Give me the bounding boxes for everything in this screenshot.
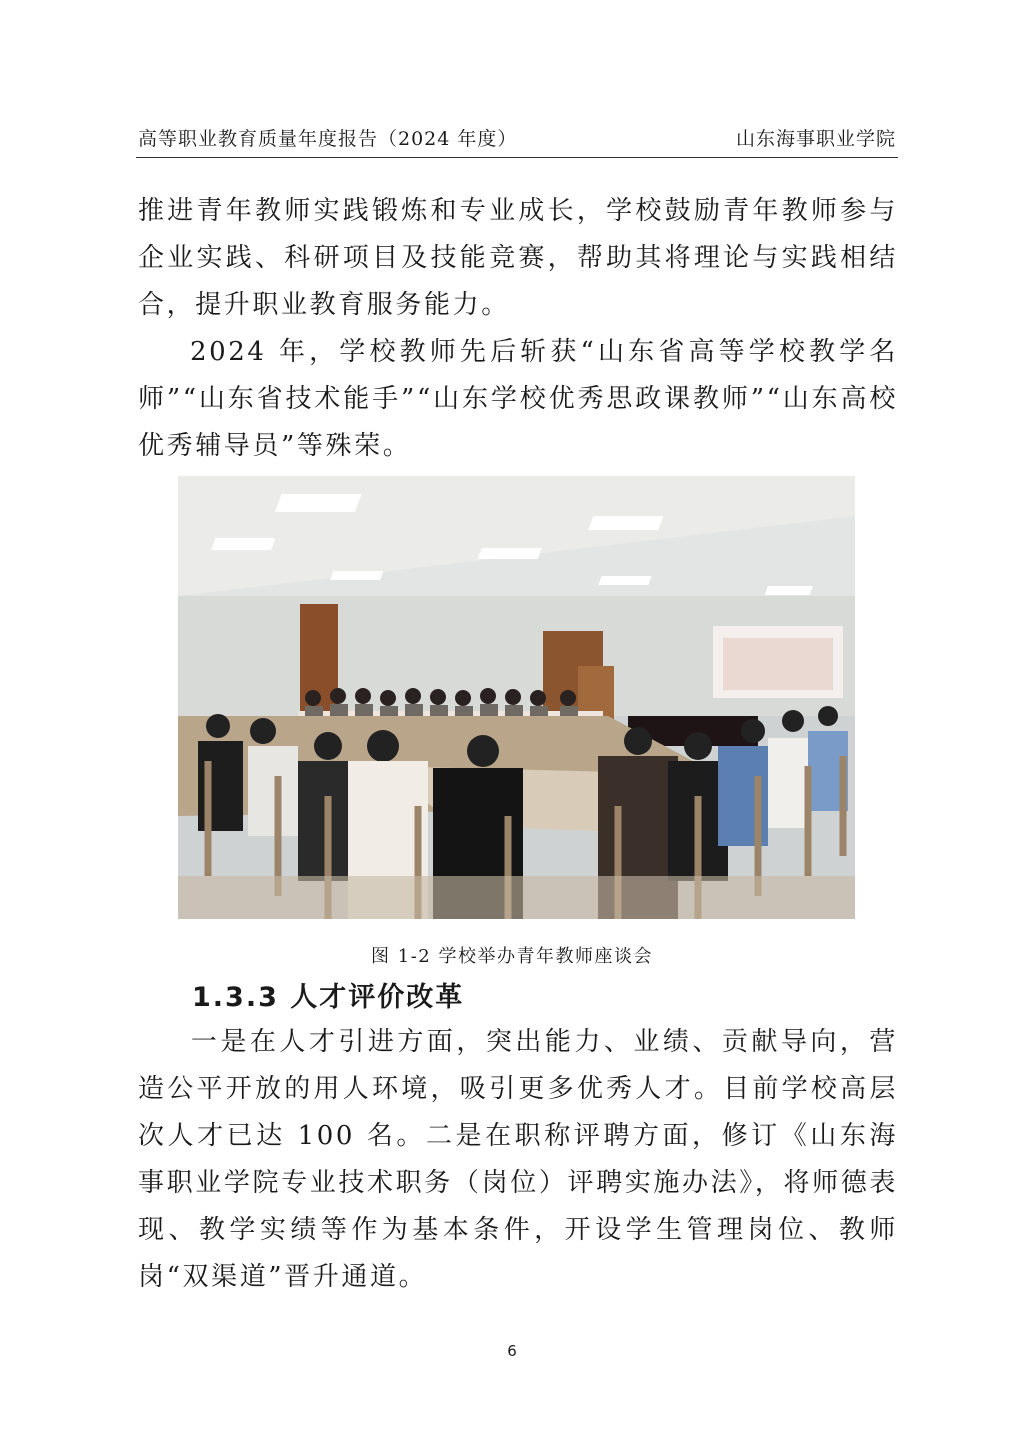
- section-heading: 1.3.3 人才评价改革: [192, 982, 465, 1013]
- paragraph-awards-text: 2024 年，学校教师先后斩获“山东省高等学校教学名师”“山东省技术能手”“山东学校优秀思政课教师”“山东高校优秀辅导员”等殊荣。: [138, 337, 898, 461]
- page-number: 6: [507, 1342, 517, 1360]
- page-header: [138, 124, 896, 154]
- paragraph-talent-evaluation-text: 一是在人才引进方面，突出能力、业绩、贡献导向，营造公平开放的用人环境，吸引更多优秀人才。目前学校高层次人才已达 100 名。二是在职称评聘方面，修订《山东海事职业学院专业技术职务（岗位）评聘实施办法》，将师德表现、教学实绩等作为基本条件，开设学生管理岗位、教师岗“双渠道”晋升通道。: [138, 1027, 898, 1292]
- meeting-photo: [178, 476, 855, 919]
- paragraph-awards: [138, 329, 898, 470]
- paragraph-young-teachers: 推进青年教师实践锻炼和专业成长，学校鼓励青年教师参与企业实践、科研项目及技能竞赛，帮助其将理论与实践相结合，提升职业教育服务能力。: [138, 196, 898, 320]
- paragraph-talent-evaluation: [138, 1019, 898, 1301]
- header-report-title: 高等职业教育质量年度报告（2024 年度）: [138, 128, 518, 150]
- figure-caption: 图 1-2 学校举办青年教师座谈会: [371, 946, 653, 967]
- header-school-name: 山东海事职业学院: [735, 128, 896, 150]
- header-divider: [136, 157, 898, 158]
